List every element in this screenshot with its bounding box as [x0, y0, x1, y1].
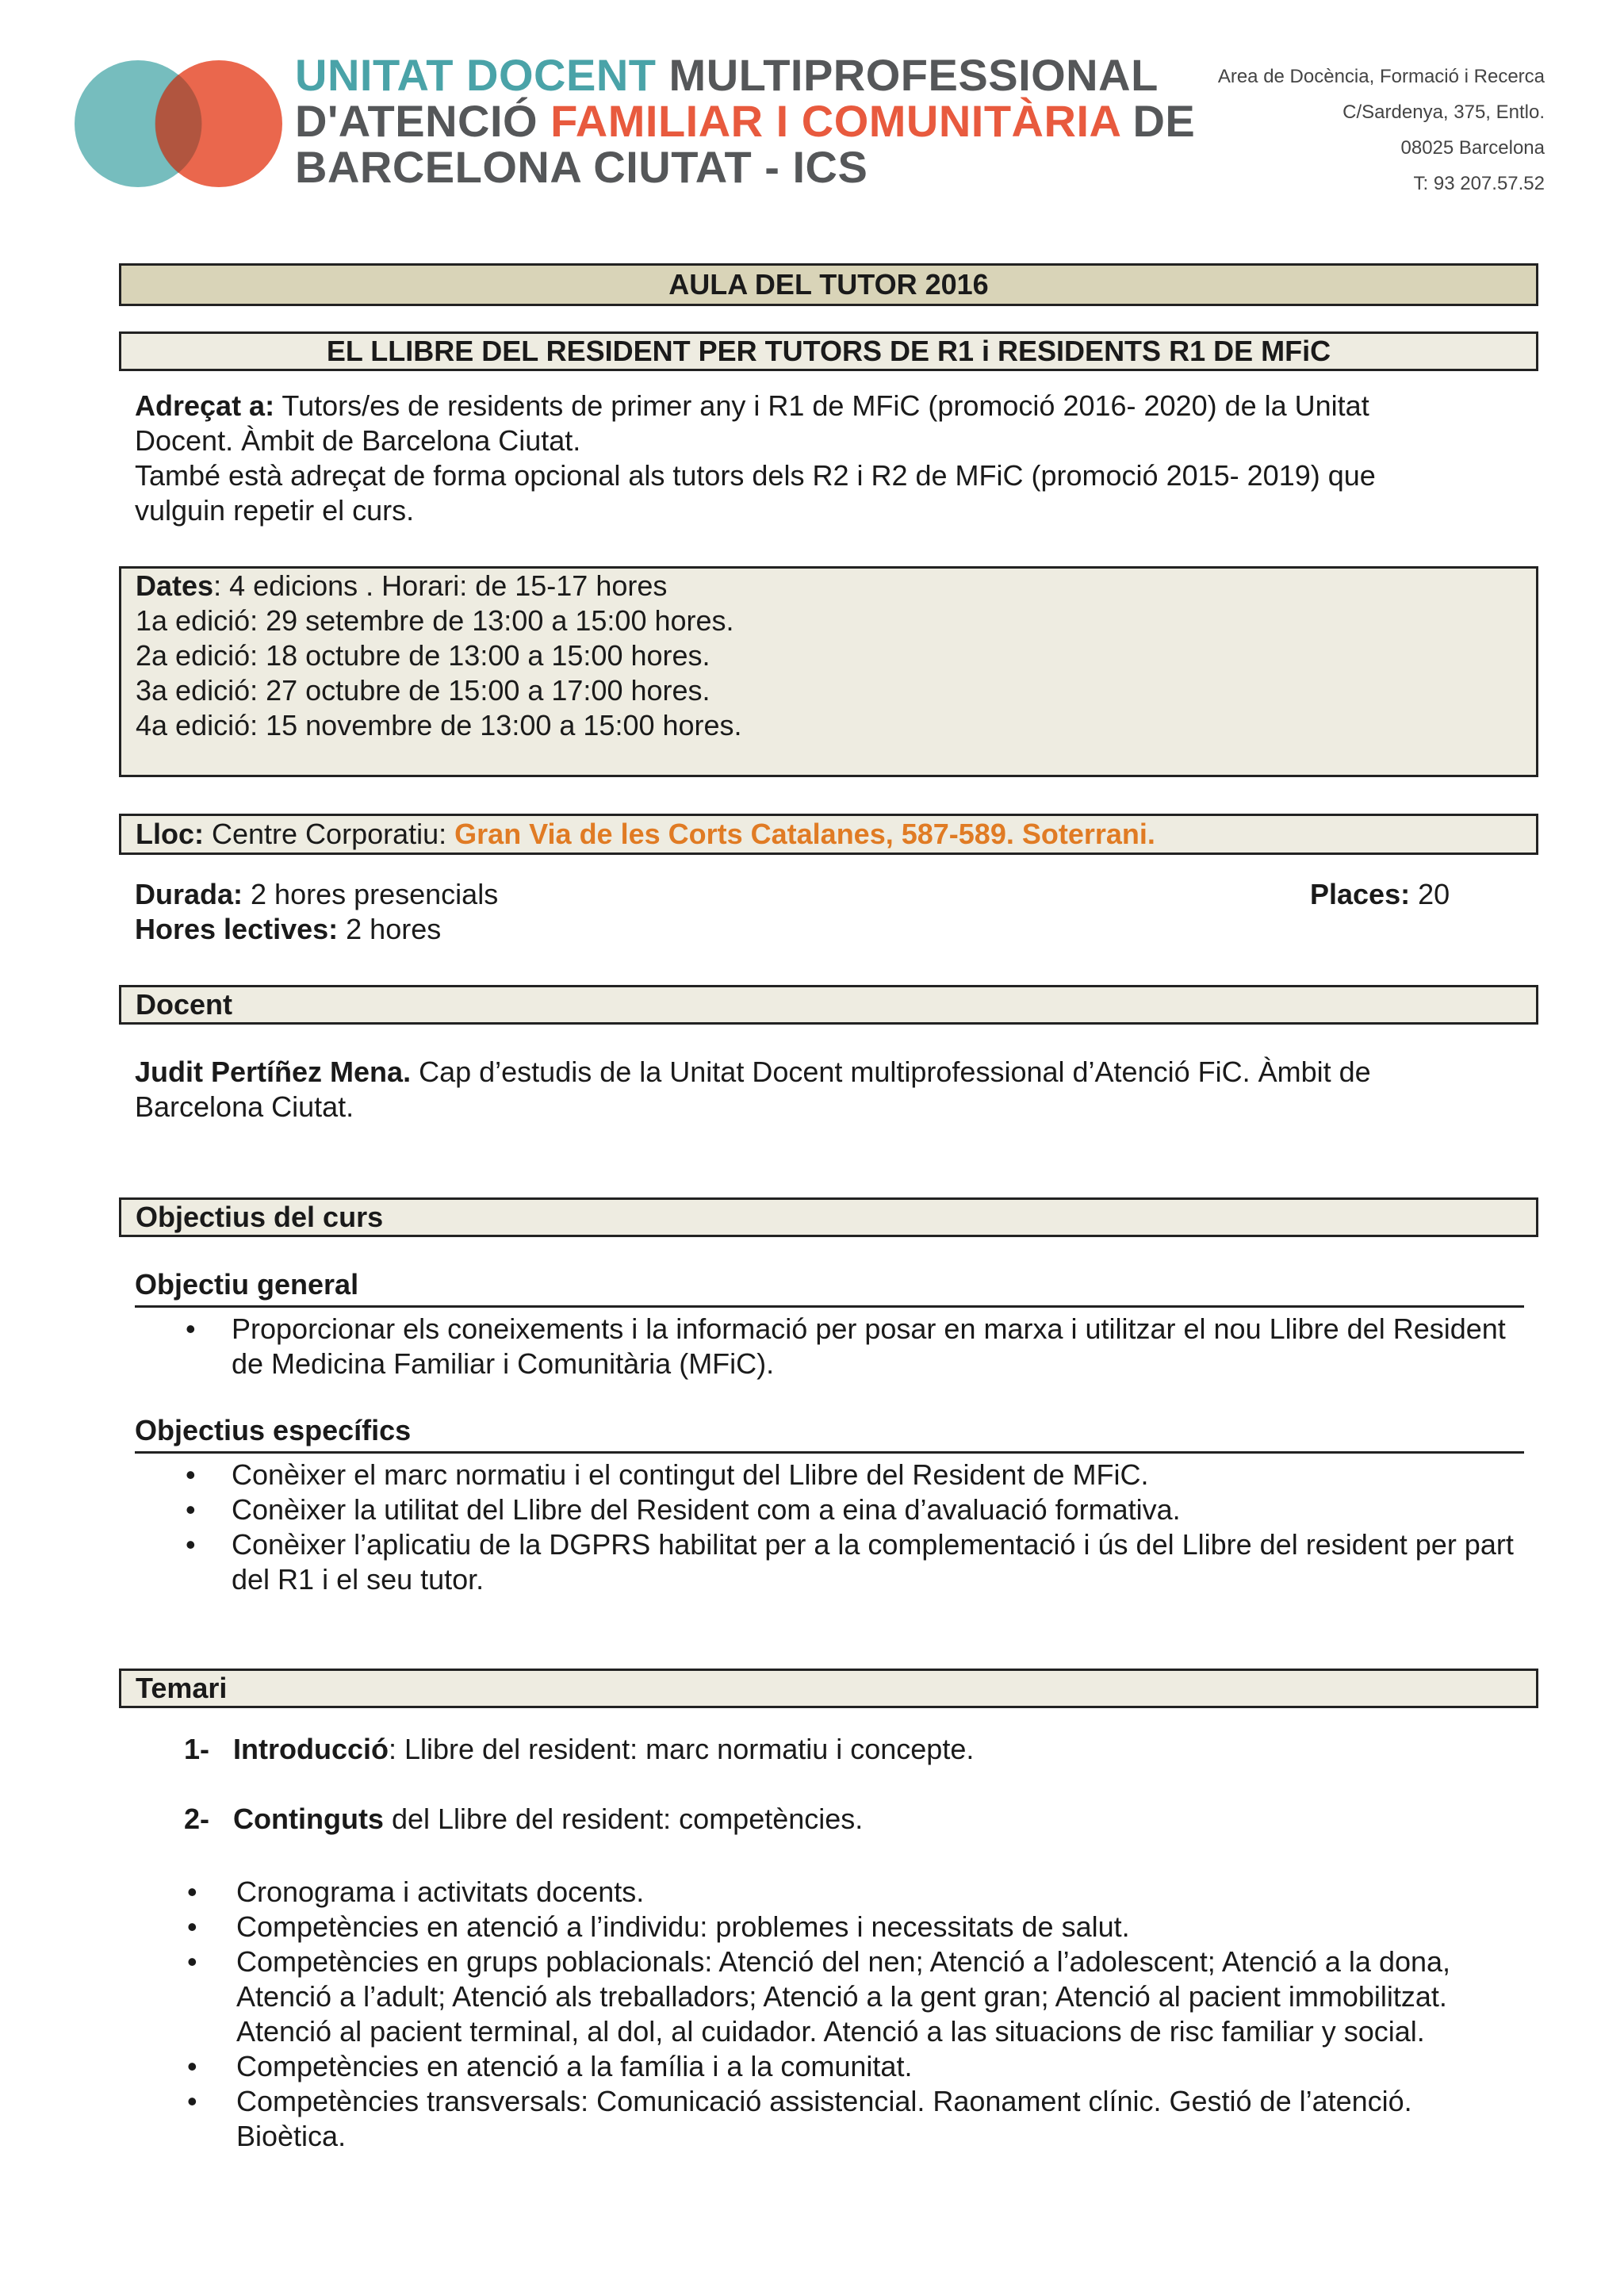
bullet-icon: • — [186, 1312, 196, 1345]
dates-summary: : 4 edicions . Horari: de 15-17 hores — [213, 569, 668, 602]
places-line — [1310, 877, 1548, 912]
list-item-text: Conèixer la utilitat del Llibre del Resident com a eina d’avaluació formativa. — [232, 1493, 1181, 1526]
bullet-icon: • — [186, 1458, 196, 1491]
edition-item: 4a edició: 15 novembre de 13:00 a 15:00 hores. — [136, 709, 742, 741]
objectius-heading: Objectius del curs — [119, 1197, 1538, 1237]
logo-circles-icon — [73, 57, 287, 192]
places-label: Places: — [1310, 878, 1411, 910]
list-item-text: Proporcionar els coneixements i la informació per posar en marxa i utilitzar el nou Llibre del Resident de Medicina Familiar i Comunitària (MFiC). — [232, 1312, 1506, 1380]
places-value: 20 — [1410, 878, 1450, 910]
temari-item-1 — [184, 1732, 974, 1767]
temari-item-title: Continguts — [233, 1803, 384, 1835]
lloc-address: Gran Via de les Corts Catalanes, 587-589. Soterrani. — [454, 818, 1155, 850]
durada-label: Durada: — [135, 878, 243, 910]
course-subtitle: EL LLIBRE DEL RESIDENT PER TUTORS DE R1 i RESIDENTS R1 DE MFiC — [119, 331, 1538, 371]
bullet-icon: • — [186, 1493, 196, 1526]
contact-line: T: 93 207.57.52 — [1413, 173, 1545, 194]
list-item — [0, 1910, 1521, 1944]
contact-line: C/Sardenya, 375, Entlo. — [1342, 102, 1545, 123]
hores-label: Hores lectives: — [135, 913, 339, 945]
logo-line2-b: FAMILIAR I COMUNITÀRIA — [550, 96, 1120, 146]
contact-line: 08025 Barcelona — [1400, 137, 1545, 159]
list-item — [0, 2049, 1521, 2084]
list-item-text: Competències transversals: Comunicació assistencial. Raonament clínic. Gestió de l’atenció. Bioètica. — [236, 2085, 1412, 2152]
adrecat-line3: També està adreçat de forma opcional als tutors dels R2 i R2 de MFiC (promoció 2015- 2019) que — [135, 459, 1376, 492]
bullet-icon: • — [187, 1945, 197, 1978]
docent-block — [135, 1055, 1538, 1125]
temari-bullets — [0, 1875, 1521, 2154]
lloc-place: Centre Corporatiu: — [204, 818, 455, 850]
bullet-icon: • — [187, 2050, 197, 2082]
list-item-text: Competències en atenció a l’individu: problemes i necessitats de salut. — [236, 1910, 1130, 1943]
adrecat-line2: Docent. Àmbit de Barcelona Ciutat. — [135, 424, 581, 457]
temari-item-number: 2- — [184, 1803, 210, 1835]
bullet-icon: • — [186, 1528, 196, 1561]
logo-line1-a: UNITAT DOCENT — [295, 50, 657, 100]
dates-label: Dates — [136, 569, 214, 602]
temari-item-2 — [184, 1802, 863, 1837]
dates-box — [119, 566, 1538, 777]
list-item-text: Conèixer el marc normatiu i el contingut del Llibre del Resident de MFiC. — [232, 1458, 1149, 1491]
adrecat-line1: Tutors/es de residents de primer any i R1 de MFiC (promoció 2016- 2020) de la Unitat — [274, 389, 1369, 422]
objectiu-general-heading: Objectiu general — [135, 1267, 1524, 1308]
hores-line — [135, 912, 1538, 947]
list-item — [0, 1875, 1521, 1910]
list-item — [0, 2084, 1521, 2154]
list-item — [0, 1527, 1516, 1597]
edition-item: 2a edició: 18 octubre de 13:00 a 15:00 hores. — [136, 639, 710, 672]
objectiu-general-list — [0, 1312, 1516, 1381]
lloc-label: Lloc: — [136, 818, 204, 850]
lloc-box — [119, 814, 1538, 855]
logo-line1-b: MULTIPROFESSIONAL — [668, 50, 1159, 100]
docent-name: Judit Pertíñez Mena. — [135, 1056, 412, 1088]
logo-line2-c: DE — [1132, 96, 1196, 146]
adrecat-block — [135, 389, 1538, 528]
adrecat-line4: vulguin repetir el curs. — [135, 494, 415, 527]
temari-item-title: Introducció — [233, 1733, 389, 1765]
list-item — [0, 1312, 1516, 1381]
list-item — [0, 1458, 1516, 1492]
temari-item-text: del Llibre del resident: competències. — [383, 1803, 864, 1835]
bullet-icon: • — [187, 1910, 197, 1943]
logo-line2-a: D'ATENCIÓ — [295, 96, 538, 146]
logo-line3: BARCELONA CIUTAT - ICS — [295, 142, 868, 192]
contact-line: Area de Docència, Formació i Recerca — [1217, 66, 1545, 87]
temari-item-text: : Llibre del resident: marc normatiu i concepte. — [389, 1733, 975, 1765]
docent-desc2: Barcelona Ciutat. — [135, 1090, 354, 1123]
bullet-icon: • — [187, 1875, 197, 1908]
docent-heading: Docent — [119, 985, 1538, 1025]
course-title: AULA DEL TUTOR 2016 — [119, 263, 1538, 306]
list-item-text: Competències en atenció a la família i a la comunitat. — [236, 2050, 913, 2082]
durada-value: 2 hores presencials — [243, 878, 499, 910]
list-item-text: Cronograma i activitats docents. — [236, 1875, 645, 1908]
edition-item: 1a edició: 29 setembre de 13:00 a 15:00 hores. — [136, 604, 734, 637]
temari-item-number: 1- — [184, 1733, 210, 1765]
contact-info — [1218, 59, 1545, 201]
logo-text — [295, 52, 1195, 190]
hores-value: 2 hores — [338, 913, 442, 945]
temari-heading: Temari — [119, 1669, 1538, 1708]
list-item — [0, 1492, 1516, 1527]
bullet-icon: • — [187, 2085, 197, 2117]
objectius-especifics-heading: Objectius específics — [135, 1413, 1524, 1454]
list-item-text: Conèixer l’aplicatiu de la DGPRS habilitat per a la complementació i ús del Llibre del resident per part del R1 i el seu tutor. — [232, 1528, 1514, 1596]
list-item-text: Competències en grups poblacionals: Atenció del nen; Atenció a l’adolescent; Atenció a la dona, Atenció a l’adult; Atenció als treballadors; Atenció a la gent gran; Atenció al pacient immobilitzat. Atenció al pacient terminal, al dol, al cuidador. Atenció a las situacions de risc familiar y social. — [236, 1945, 1451, 2048]
objectius-especifics-list — [0, 1458, 1516, 1597]
edition-item: 3a edició: 27 octubre de 15:00 a 17:00 hores. — [136, 674, 710, 707]
list-item — [0, 1944, 1521, 2049]
adrecat-label: Adreçat a: — [135, 389, 275, 422]
docent-desc: Cap d’estudis de la Unitat Docent multiprofessional d’Atenció FiC. Àmbit de — [411, 1056, 1371, 1088]
